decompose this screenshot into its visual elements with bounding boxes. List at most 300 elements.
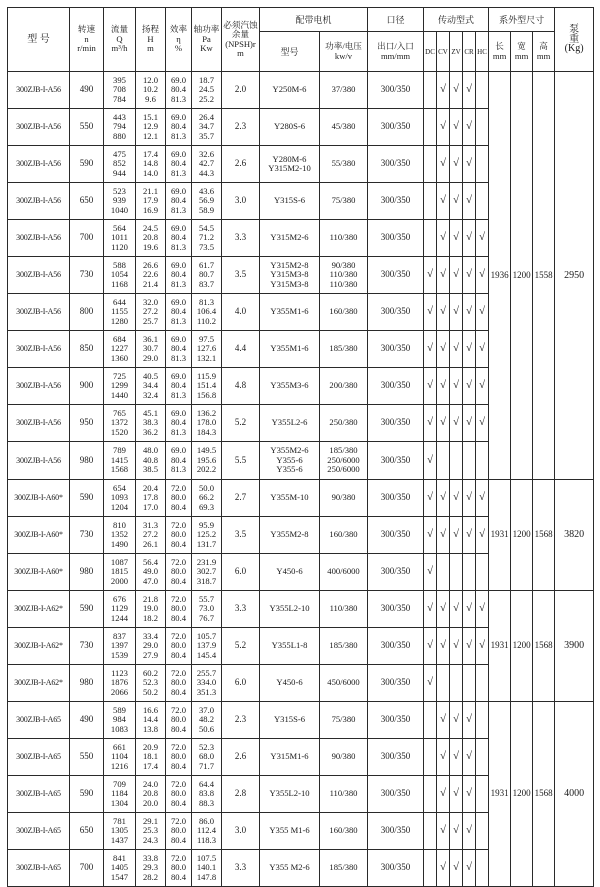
drive-hc-check: √ <box>476 368 489 405</box>
pump-model: 300ZJB-I-A62* <box>8 591 70 628</box>
motor-model: Y355 M2-6 <box>260 850 320 887</box>
drive-zv-check: √ <box>450 257 463 294</box>
drive-zv-check: √ <box>450 776 463 813</box>
shaft-power-values: 231.9 302.7 318.7 <box>192 554 222 591</box>
speed-value: 490 <box>70 72 104 109</box>
flow-values: 654 1093 1204 <box>104 480 136 517</box>
port-size: 300/350 <box>368 517 424 554</box>
shaft-power-values: 86.0 112.4 118.3 <box>192 813 222 850</box>
port-size: 300/350 <box>368 294 424 331</box>
drive-dc-check: √ <box>424 442 437 480</box>
drive-hc-check <box>476 813 489 850</box>
col-dc-header: DC <box>424 32 437 72</box>
speed-value: 590 <box>70 776 104 813</box>
pump-model: 300ZJB-I-A56 <box>8 257 70 294</box>
drive-dc-check: √ <box>424 368 437 405</box>
head-values: 21.1 17.9 16.9 <box>136 183 166 220</box>
drive-cv-check <box>437 665 450 702</box>
drive-cr-check: √ <box>463 813 476 850</box>
port-size: 300/350 <box>368 628 424 665</box>
drive-cv-check: √ <box>437 72 450 109</box>
efficiency-values: 72.0 80.0 80.4 <box>166 517 192 554</box>
speed-value: 490 <box>70 702 104 739</box>
drive-cv-check: √ <box>437 776 450 813</box>
motor-power-voltage: 37/380 <box>320 72 368 109</box>
col-length-header: 长 mm <box>489 32 511 72</box>
speed-value: 980 <box>70 554 104 591</box>
drive-cr-check: √ <box>463 109 476 146</box>
col-height-header: 高 mm <box>533 32 555 72</box>
drive-dc-check: √ <box>424 628 437 665</box>
flow-values: 443 794 880 <box>104 109 136 146</box>
motor-model: Y250M-6 <box>260 72 320 109</box>
port-group-header: 口径 <box>368 8 424 32</box>
flow-values: 684 1227 1360 <box>104 331 136 368</box>
motor-model: Y355M-10 <box>260 480 320 517</box>
speed-value: 730 <box>70 628 104 665</box>
shaft-power-values: 61.7 80.7 83.7 <box>192 257 222 294</box>
drive-cv-check: √ <box>437 628 450 665</box>
efficiency-values: 72.0 80.0 80.4 <box>166 776 192 813</box>
drive-zv-check: √ <box>450 109 463 146</box>
efficiency-values: 69.0 80.4 81.3 <box>166 72 192 109</box>
drive-cv-check <box>437 442 450 480</box>
drive-cr-check: √ <box>463 368 476 405</box>
npsh-value: 3.3 <box>222 850 260 887</box>
drive-cv-check: √ <box>437 850 450 887</box>
drive-zv-check: √ <box>450 368 463 405</box>
motor-model: Y280S-6 <box>260 109 320 146</box>
efficiency-values: 69.0 80.4 81.3 <box>166 220 192 257</box>
speed-value: 700 <box>70 220 104 257</box>
drive-cr-check: √ <box>463 220 476 257</box>
speed-value: 980 <box>70 665 104 702</box>
drive-dc-check <box>424 739 437 776</box>
head-values: 15.1 12.9 12.1 <box>136 109 166 146</box>
npsh-value: 2.6 <box>222 146 260 183</box>
pump-model: 300ZJB-I-A65 <box>8 776 70 813</box>
port-size: 300/350 <box>368 220 424 257</box>
efficiency-values: 69.0 80.4 81.3 <box>166 331 192 368</box>
npsh-value: 6.0 <box>222 554 260 591</box>
pump-weight-value: 3820 <box>555 480 594 591</box>
motor-model: Y355M3-6 <box>260 368 320 405</box>
pump-model: 300ZJB-I-A60* <box>8 554 70 591</box>
drive-dc-check: √ <box>424 517 437 554</box>
speed-value: 700 <box>70 850 104 887</box>
pump-model: 300ZJB-I-A56 <box>8 72 70 109</box>
drive-cr-check: √ <box>463 405 476 442</box>
port-size: 300/350 <box>368 257 424 294</box>
height-value: 1568 <box>533 702 555 887</box>
drive-cr-check: √ <box>463 702 476 739</box>
head-values: 40.5 34.4 32.4 <box>136 368 166 405</box>
motor-power-voltage: 90/380 <box>320 739 368 776</box>
speed-value: 730 <box>70 517 104 554</box>
shaft-power-values: 81.3 106.4 110.2 <box>192 294 222 331</box>
motor-power-voltage: 160/380 <box>320 813 368 850</box>
motor-model: Y315M1-6 <box>260 739 320 776</box>
efficiency-values: 69.0 80.4 81.3 <box>166 405 192 442</box>
motor-power-voltage: 200/380 <box>320 368 368 405</box>
col-speed-header: 转速 n r/min <box>70 8 104 72</box>
drive-zv-check: √ <box>450 220 463 257</box>
flow-values: 589 984 1083 <box>104 702 136 739</box>
pump-model: 300ZJB-I-A65 <box>8 739 70 776</box>
shaft-power-values: 95.9 125.2 131.7 <box>192 517 222 554</box>
drive-cr-check <box>463 442 476 480</box>
shaft-power-values: 37.0 48.2 50.6 <box>192 702 222 739</box>
head-values: 24.5 20.8 19.6 <box>136 220 166 257</box>
npsh-value: 4.4 <box>222 331 260 368</box>
efficiency-values: 69.0 80.4 81.3 <box>166 183 192 220</box>
motor-model: Y355M2-6 Y355-6 Y355-6 <box>260 442 320 480</box>
col-flow-header: 流量 Q m³/h <box>104 8 136 72</box>
motor-power-voltage: 110/380 <box>320 220 368 257</box>
flow-values: 661 1104 1216 <box>104 739 136 776</box>
shaft-power-values: 18.7 24.5 25.2 <box>192 72 222 109</box>
col-width-header: 宽 mm <box>511 32 533 72</box>
head-values: 33.4 29.0 27.9 <box>136 628 166 665</box>
npsh-value: 2.0 <box>222 72 260 109</box>
pump-model: 300ZJB-I-A62* <box>8 665 70 702</box>
motor-power-voltage: 75/380 <box>320 183 368 220</box>
drive-hc-check <box>476 72 489 109</box>
drive-hc-check: √ <box>476 591 489 628</box>
npsh-value: 4.8 <box>222 368 260 405</box>
efficiency-values: 69.0 80.4 81.3 <box>166 109 192 146</box>
flow-values: 837 1397 1539 <box>104 628 136 665</box>
motor-power-voltage: 450/6000 <box>320 665 368 702</box>
head-values: 36.1 30.7 29.0 <box>136 331 166 368</box>
drive-zv-check: √ <box>450 294 463 331</box>
drive-zv-check <box>450 442 463 480</box>
npsh-value: 3.5 <box>222 517 260 554</box>
pump-model: 300ZJB-I-A60* <box>8 517 70 554</box>
speed-value: 900 <box>70 368 104 405</box>
drive-dc-check <box>424 220 437 257</box>
shaft-power-values: 149.5 195.6 202.2 <box>192 442 222 480</box>
drive-cr-check <box>463 665 476 702</box>
length-value: 1936 <box>489 72 511 480</box>
speed-value: 980 <box>70 442 104 480</box>
head-values: 21.8 19.0 18.2 <box>136 591 166 628</box>
drive-zv-check: √ <box>450 72 463 109</box>
head-values: 20.4 17.8 17.0 <box>136 480 166 517</box>
efficiency-values: 72.0 80.0 80.4 <box>166 850 192 887</box>
head-values: 20.9 18.1 17.4 <box>136 739 166 776</box>
port-size: 300/350 <box>368 776 424 813</box>
drive-dc-check: √ <box>424 294 437 331</box>
pump-model: 300ZJB-I-A56 <box>8 146 70 183</box>
col-head-header: 扬程 H m <box>136 8 166 72</box>
efficiency-values: 72.0 80.0 80.4 <box>166 480 192 517</box>
speed-value: 950 <box>70 405 104 442</box>
flow-values: 523 939 1040 <box>104 183 136 220</box>
drive-hc-check <box>476 109 489 146</box>
pump-model: 300ZJB-I-A56 <box>8 109 70 146</box>
drive-zv-check <box>450 554 463 591</box>
pump-model: 300ZJB-I-A60* <box>8 480 70 517</box>
shaft-power-values: 136.2 178.0 184.3 <box>192 405 222 442</box>
drive-cr-check: √ <box>463 331 476 368</box>
pump-model: 300ZJB-I-A56 <box>8 294 70 331</box>
motor-model: Y355 M1-6 <box>260 813 320 850</box>
motor-power-voltage: 90/380 110/380 110/380 <box>320 257 368 294</box>
speed-value: 730 <box>70 257 104 294</box>
npsh-value: 5.5 <box>222 442 260 480</box>
head-values: 45.1 38.3 36.2 <box>136 405 166 442</box>
drive-zv-check: √ <box>450 183 463 220</box>
motor-power-voltage: 185/380 <box>320 628 368 665</box>
efficiency-values: 69.0 80.4 81.3 <box>166 294 192 331</box>
drive-hc-check <box>476 554 489 591</box>
drive-cv-check: √ <box>437 739 450 776</box>
table-row <box>8 702 594 739</box>
npsh-value: 4.0 <box>222 294 260 331</box>
efficiency-values: 72.0 80.0 80.4 <box>166 554 192 591</box>
col-cr-header: CR <box>463 32 476 72</box>
drive-dc-check: √ <box>424 405 437 442</box>
head-values: 17.4 14.8 14.0 <box>136 146 166 183</box>
npsh-value: 3.3 <box>222 591 260 628</box>
width-value: 1200 <box>511 72 533 480</box>
pump-weight-value: 2950 <box>555 72 594 480</box>
npsh-value: 2.7 <box>222 480 260 517</box>
shaft-power-values: 26.4 34.7 35.7 <box>192 109 222 146</box>
port-size: 300/350 <box>368 739 424 776</box>
drive-type-group-header: 传动型式 <box>424 8 489 32</box>
port-size: 300/350 <box>368 442 424 480</box>
npsh-value: 2.3 <box>222 109 260 146</box>
drive-cv-check: √ <box>437 294 450 331</box>
port-size: 300/350 <box>368 480 424 517</box>
port-size: 300/350 <box>368 850 424 887</box>
motor-model: Y280M-6 Y315M2-10 <box>260 146 320 183</box>
drive-zv-check: √ <box>450 480 463 517</box>
head-values: 29.1 25.3 24.3 <box>136 813 166 850</box>
drive-hc-check <box>476 146 489 183</box>
pump-spec-rows <box>8 72 594 887</box>
drive-dc-check <box>424 146 437 183</box>
col-shaft-power-header: 轴功率 Pa Kw <box>192 8 222 72</box>
head-values: 31.3 27.2 26.1 <box>136 517 166 554</box>
drive-cr-check <box>463 554 476 591</box>
width-value: 1200 <box>511 480 533 591</box>
drive-cv-check: √ <box>437 368 450 405</box>
drive-cr-check: √ <box>463 739 476 776</box>
drive-cv-check: √ <box>437 405 450 442</box>
flow-values: 564 1011 1120 <box>104 220 136 257</box>
drive-cv-check: √ <box>437 331 450 368</box>
col-pump-weight-header: 泵 重 (Kg) <box>555 8 594 72</box>
drive-zv-check: √ <box>450 850 463 887</box>
head-values: 33.8 29.3 28.2 <box>136 850 166 887</box>
drive-hc-check <box>476 739 489 776</box>
pump-model: 300ZJB-I-A65 <box>8 813 70 850</box>
height-value: 1568 <box>533 480 555 591</box>
shaft-power-values: 115.9 151.4 156.8 <box>192 368 222 405</box>
drive-cr-check: √ <box>463 628 476 665</box>
port-size: 300/350 <box>368 72 424 109</box>
speed-value: 550 <box>70 739 104 776</box>
pump-model: 300ZJB-I-A65 <box>8 702 70 739</box>
length-value: 1931 <box>489 480 511 591</box>
drive-hc-check: √ <box>476 331 489 368</box>
shaft-power-values: 55.7 73.0 76.7 <box>192 591 222 628</box>
height-value: 1558 <box>533 72 555 480</box>
drive-dc-check <box>424 702 437 739</box>
efficiency-values: 72.0 80.0 80.4 <box>166 665 192 702</box>
motor-model: Y315M2-6 <box>260 220 320 257</box>
col-motor-model-header: 型号 <box>260 32 320 72</box>
motor-model: Y355L2-10 <box>260 776 320 813</box>
flow-values: 676 1129 1244 <box>104 591 136 628</box>
drive-cv-check: √ <box>437 480 450 517</box>
drive-cr-check: √ <box>463 146 476 183</box>
table-row <box>8 72 594 109</box>
pump-weight-value: 4000 <box>555 702 594 887</box>
shaft-power-values: 97.5 127.6 132.1 <box>192 331 222 368</box>
port-size: 300/350 <box>368 665 424 702</box>
pump-model: 300ZJB-I-A56 <box>8 368 70 405</box>
drive-cv-check <box>437 554 450 591</box>
drive-zv-check: √ <box>450 813 463 850</box>
speed-value: 590 <box>70 480 104 517</box>
drive-zv-check: √ <box>450 405 463 442</box>
speed-value: 590 <box>70 591 104 628</box>
drive-cr-check: √ <box>463 183 476 220</box>
drive-dc-check: √ <box>424 257 437 294</box>
motor-model: Y355L2-10 <box>260 591 320 628</box>
shaft-power-values: 52.3 68.0 71.7 <box>192 739 222 776</box>
pump-spec-sheet <box>7 7 593 887</box>
head-values: 60.2 52.3 50.2 <box>136 665 166 702</box>
pump-model: 300ZJB-I-A56 <box>8 405 70 442</box>
speed-value: 800 <box>70 294 104 331</box>
motor-model: Y355M2-8 <box>260 517 320 554</box>
drive-dc-check: √ <box>424 591 437 628</box>
drive-cv-check: √ <box>437 220 450 257</box>
pump-model: 300ZJB-I-A56 <box>8 442 70 480</box>
motor-model: Y315M2-8 Y315M3-8 Y315M3-8 <box>260 257 320 294</box>
drive-hc-check: √ <box>476 628 489 665</box>
drive-zv-check: √ <box>450 146 463 183</box>
pump-model: 300ZJB-I-A65 <box>8 850 70 887</box>
npsh-value: 5.2 <box>222 405 260 442</box>
shaft-power-values: 50.0 66.2 69.3 <box>192 480 222 517</box>
motor-power-voltage: 185/380 <box>320 331 368 368</box>
motor-power-voltage: 185/380 250/6000 250/6000 <box>320 442 368 480</box>
flow-values: 644 1155 1280 <box>104 294 136 331</box>
drive-dc-check <box>424 109 437 146</box>
efficiency-values: 69.0 80.4 81.3 <box>166 368 192 405</box>
speed-value: 850 <box>70 331 104 368</box>
npsh-value: 5.2 <box>222 628 260 665</box>
motor-power-voltage: 160/380 <box>320 294 368 331</box>
flow-values: 781 1305 1437 <box>104 813 136 850</box>
drive-cv-check: √ <box>437 702 450 739</box>
drive-hc-check: √ <box>476 294 489 331</box>
head-values: 26.6 22.6 21.4 <box>136 257 166 294</box>
drive-cv-check: √ <box>437 146 450 183</box>
drive-zv-check: √ <box>450 628 463 665</box>
motor-power-voltage: 185/380 <box>320 850 368 887</box>
head-values: 24.0 20.8 20.0 <box>136 776 166 813</box>
flow-values: 475 852 944 <box>104 146 136 183</box>
port-size: 300/350 <box>368 368 424 405</box>
length-value: 1931 <box>489 702 511 887</box>
width-value: 1200 <box>511 591 533 702</box>
drive-cr-check: √ <box>463 776 476 813</box>
col-power-voltage-header: 功率/电压 kw/v <box>320 32 368 72</box>
efficiency-values: 72.0 80.0 80.4 <box>166 739 192 776</box>
shaft-power-values: 255.7 334.0 351.3 <box>192 665 222 702</box>
col-npsh-header: 必须汽蚀 余量 (NPSH)r m <box>222 8 260 72</box>
shaft-power-values: 54.5 71.2 73.5 <box>192 220 222 257</box>
shaft-power-values: 43.6 56.9 58.9 <box>192 183 222 220</box>
efficiency-values: 69.0 80.4 81.3 <box>166 442 192 480</box>
shaft-power-values: 105.7 137.9 145.4 <box>192 628 222 665</box>
motor-model: Y450-6 <box>260 554 320 591</box>
motor-model: Y355L2-6 <box>260 405 320 442</box>
motor-model: Y450-6 <box>260 665 320 702</box>
drive-dc-check <box>424 813 437 850</box>
drive-dc-check: √ <box>424 554 437 591</box>
shaft-power-values: 64.4 83.8 88.3 <box>192 776 222 813</box>
efficiency-values: 72.0 80.0 80.4 <box>166 813 192 850</box>
motor-group-header: 配带电机 <box>260 8 368 32</box>
height-value: 1568 <box>533 591 555 702</box>
port-size: 300/350 <box>368 591 424 628</box>
efficiency-values: 72.0 80.0 80.4 <box>166 702 192 739</box>
drive-hc-check: √ <box>476 405 489 442</box>
drive-dc-check: √ <box>424 665 437 702</box>
npsh-value: 2.8 <box>222 776 260 813</box>
shaft-power-values: 107.5 140.1 147.8 <box>192 850 222 887</box>
speed-value: 650 <box>70 813 104 850</box>
motor-power-voltage: 250/380 <box>320 405 368 442</box>
col-cv-header: CV <box>437 32 450 72</box>
drive-hc-check <box>476 850 489 887</box>
npsh-value: 3.3 <box>222 220 260 257</box>
table-row <box>8 480 594 517</box>
drive-cr-check: √ <box>463 591 476 628</box>
dimensions-group-header: 系外型尺寸 <box>489 8 555 32</box>
port-size: 300/350 <box>368 813 424 850</box>
head-values: 12.0 10.2 9.6 <box>136 72 166 109</box>
npsh-value: 2.6 <box>222 739 260 776</box>
speed-value: 650 <box>70 183 104 220</box>
speed-value: 590 <box>70 146 104 183</box>
flow-values: 1123 1876 2066 <box>104 665 136 702</box>
drive-zv-check: √ <box>450 517 463 554</box>
drive-cv-check: √ <box>437 813 450 850</box>
drive-cv-check: √ <box>437 517 450 554</box>
motor-model: Y315S-6 <box>260 702 320 739</box>
shaft-power-values: 32.6 42.7 44.3 <box>192 146 222 183</box>
drive-zv-check: √ <box>450 739 463 776</box>
motor-power-voltage: 110/380 <box>320 776 368 813</box>
motor-model: Y355L1-8 <box>260 628 320 665</box>
drive-dc-check <box>424 776 437 813</box>
speed-value: 550 <box>70 109 104 146</box>
flow-values: 1087 1815 2000 <box>104 554 136 591</box>
flow-values: 588 1054 1168 <box>104 257 136 294</box>
drive-cr-check: √ <box>463 257 476 294</box>
port-size: 300/350 <box>368 702 424 739</box>
port-size: 300/350 <box>368 554 424 591</box>
